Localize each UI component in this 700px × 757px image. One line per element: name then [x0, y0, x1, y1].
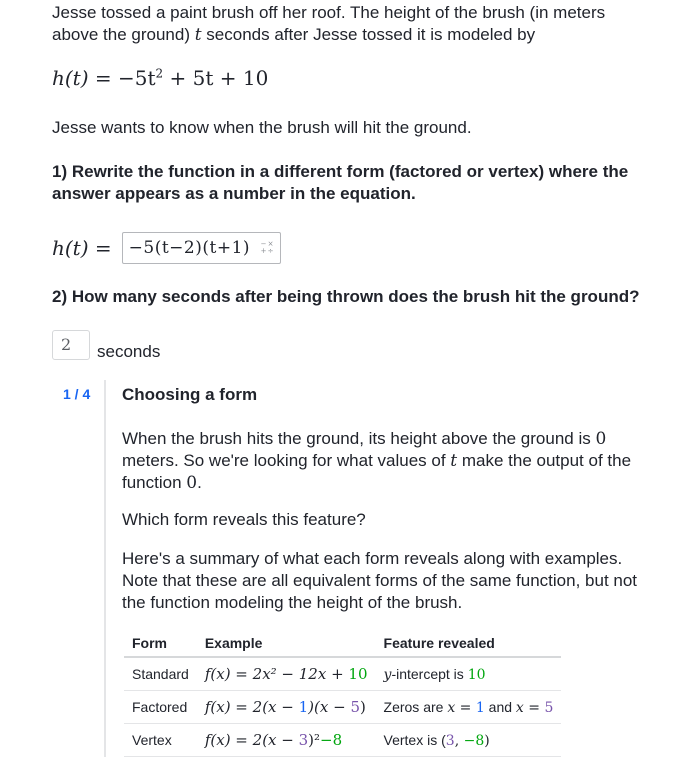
- problem-statement: Jesse wants to know when the brush will hit the ground.: [52, 118, 472, 137]
- table-row: [124, 691, 561, 724]
- example-highlight: 1: [298, 698, 309, 716]
- feature-text: -intercept is: [391, 665, 468, 682]
- form-cell: Factored: [124, 691, 197, 724]
- intro-text-1: Jesse tossed a paint brush off her roof. The height of the brush (in meters above the ground): [52, 3, 606, 44]
- feature-text: Vertex is (: [383, 731, 446, 748]
- example-highlight: −8: [320, 731, 343, 749]
- hint-p1-a: When the brush hits the ground, its height above the ground is: [122, 429, 596, 448]
- example-text: f(x) = 2(x −: [204, 698, 299, 716]
- table-header-feature: Feature revealed: [376, 634, 562, 657]
- table-header-row: [124, 634, 561, 657]
- form-cell: Vertex: [124, 724, 197, 757]
- seconds-input[interactable]: 2: [52, 330, 90, 360]
- hint-p1-zero2: 0: [186, 473, 198, 493]
- example-text: )²: [308, 731, 321, 749]
- expression-input-value: −5(t−2)(t+1): [128, 238, 251, 258]
- hint-counter: 1 / 4: [63, 386, 91, 402]
- example-cell: [197, 691, 376, 724]
- feature-var: x =: [515, 699, 545, 716]
- hint-title: [122, 384, 647, 406]
- question-2: 2) How many seconds after being thrown does the brush hit the ground?: [52, 287, 640, 306]
- example-highlight: 10: [348, 665, 368, 683]
- feature-text: Zeros are: [383, 698, 448, 715]
- feature-text: ,: [454, 732, 464, 749]
- feature-cell: [376, 724, 562, 757]
- example-cell: [197, 657, 376, 691]
- feature-highlight: −8: [463, 732, 485, 749]
- hint-p1-zero: 0: [595, 429, 607, 449]
- example-text: f(x) = 2(x −: [204, 731, 299, 749]
- math-keypad-icon[interactable]: − × + ÷: [260, 240, 274, 255]
- hint-p1-var: t: [450, 451, 458, 471]
- feature-cell: [376, 691, 562, 724]
- feature-var: x =: [447, 699, 476, 716]
- feature-highlight: 5: [544, 699, 554, 716]
- hint-p1-c: make the output of the function: [122, 451, 632, 492]
- feature-text: ): [484, 732, 490, 749]
- seconds-unit: seconds: [97, 342, 161, 361]
- function-rhs-b: + 5t + 10: [163, 66, 269, 90]
- table-row: [124, 724, 561, 757]
- function-lhs: h(t) =: [52, 66, 118, 90]
- hint-title-text: Choosing a form: [122, 385, 258, 404]
- problem-intro: [52, 2, 652, 46]
- table-header-example: Example: [197, 634, 376, 657]
- hint-paragraph-3: Here's a summary of what each form reveals along with examples. Note that these are all equivalent forms of the same function, but not the function modeling the height of the brush.: [122, 549, 638, 612]
- example-text: )(x −: [308, 698, 351, 716]
- function-exponent: 2: [155, 66, 164, 81]
- feature-highlight: 1: [475, 699, 485, 716]
- feature-var: y: [383, 666, 392, 683]
- intro-variable: t: [194, 25, 202, 45]
- example-text: f(x) = 2x² − 12x +: [204, 665, 349, 683]
- form-cell: Standard: [124, 657, 197, 691]
- example-highlight: 3: [298, 731, 309, 749]
- question-1: 1) Rewrite the function in a different form (factored or vertex) where the answer appears as a number in the equation.: [52, 162, 629, 203]
- function-equation: [52, 66, 268, 90]
- hint-paragraph-2: Which form reveals this feature?: [122, 510, 366, 529]
- table-row: [124, 657, 561, 691]
- forms-table: [124, 634, 561, 757]
- feature-highlight: 3: [445, 732, 455, 749]
- feature-highlight: 10: [467, 666, 486, 683]
- feature-cell: [376, 657, 562, 691]
- hint-p1-b: meters. So we're looking for what values of: [122, 451, 451, 470]
- example-highlight: 5: [350, 698, 360, 716]
- example-cell: [197, 724, 376, 757]
- hint-paragraph-1: [122, 428, 642, 494]
- table-header-form: Form: [124, 634, 197, 657]
- expression-input[interactable]: [122, 232, 281, 264]
- function-rhs-a: −5t: [118, 66, 156, 90]
- hint-divider: [104, 380, 106, 757]
- feature-text: and: [484, 698, 516, 715]
- hint-p1-d: .: [197, 473, 202, 492]
- example-text: ): [359, 698, 366, 716]
- answer-lhs: h(t) =: [52, 236, 112, 260]
- intro-text-2: seconds after Jesse tossed it is modeled by: [201, 25, 536, 44]
- question-1-answer-row: [52, 232, 281, 264]
